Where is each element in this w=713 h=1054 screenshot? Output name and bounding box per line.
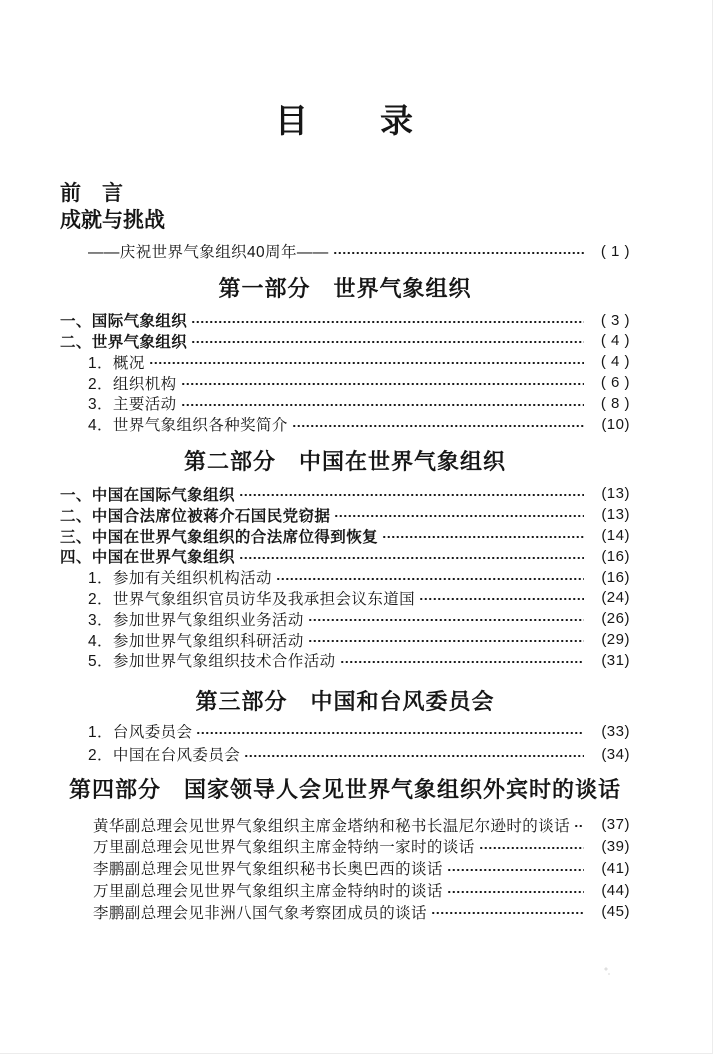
entry-text: 黄华副总理会见世界气象组织主席金塔纳和秘书长温尼尔逊时的谈话 — [93, 817, 571, 835]
dot-leader — [181, 402, 584, 408]
toc-entry — [60, 525, 630, 546]
dot-leader — [292, 423, 584, 429]
entry-text: 万里副总理会见世界气象组织主席金特纳时的谈话 — [93, 883, 443, 901]
entry-text: 3．主要活动 — [88, 396, 177, 414]
part-1-heading: 第一部分 世界气象组织 — [218, 275, 472, 301]
page-number: (16) — [601, 547, 630, 565]
dot-leader — [191, 319, 584, 325]
entry-text: 二、中国合法席位被蒋介石国民党窃据 — [60, 507, 331, 525]
part-3-heading: 第三部分 中国和台风委员会 — [195, 688, 495, 714]
page-number: ( 4 ) — [600, 353, 630, 371]
part-4-heading: 第四部分 国家领导人会见世界气象组织外宾时的谈话 — [68, 776, 621, 802]
dot-leader — [431, 910, 584, 916]
page-number: (33) — [601, 722, 630, 740]
page-number: (31) — [601, 651, 630, 669]
page-number: (37) — [601, 816, 630, 834]
page-number: (24) — [601, 589, 630, 607]
entry-text: ——庆祝世界气象组织40周年—— — [88, 244, 329, 262]
entry-text: 3．参加世界气象组织业务活动 — [88, 611, 304, 629]
toc-entry — [60, 567, 630, 588]
toc-entry — [60, 504, 630, 525]
part-2-entries — [60, 484, 630, 671]
page-title: 目 录 — [275, 102, 415, 139]
part-3-entries — [60, 720, 630, 766]
entry-text: 5．参加世界气象组织技术合作活动 — [88, 653, 336, 671]
dot-leader — [196, 730, 584, 736]
entry-text: 1．台风委员会 — [88, 724, 193, 742]
dot-leader — [447, 867, 584, 873]
page-number: (14) — [601, 527, 630, 545]
dot-leader — [244, 753, 584, 759]
dot-leader — [308, 617, 584, 623]
toc-entry — [60, 720, 630, 743]
dot-leader — [276, 576, 584, 582]
page-number: (16) — [601, 568, 630, 586]
page-number: (10) — [601, 415, 630, 433]
toc-entry — [60, 310, 630, 331]
dot-leader — [149, 360, 584, 366]
entry-text: 4．参加世界气象组织科研活动 — [88, 632, 304, 650]
preface-block — [60, 180, 630, 262]
dot-leader — [308, 638, 584, 644]
toc-entry — [60, 241, 630, 262]
entry-text: 李鹏副总理会见世界气象组织秘书长奥巴西的谈话 — [93, 861, 443, 879]
page-number: (34) — [601, 745, 630, 763]
dot-leader — [333, 250, 584, 256]
entry-text: 2．组织机构 — [88, 375, 177, 393]
page-number: ( 3 ) — [600, 311, 630, 329]
part-2-heading: 第二部分 中国在世界气象组织 — [183, 448, 506, 474]
entry-text: 1．参加有关组织机构活动 — [88, 570, 272, 588]
dot-leader — [334, 513, 584, 519]
toc-entry — [60, 901, 630, 923]
entry-text: 2．世界气象组织官员访华及我承担会议东道国 — [88, 590, 416, 608]
entry-text: 一、中国在国际气象组织 — [60, 486, 235, 504]
dot-leader — [239, 555, 584, 561]
toc-entry — [60, 608, 630, 629]
toc-entry — [60, 393, 630, 414]
toc-entry — [60, 814, 630, 836]
preface-heading: 前 言 — [60, 182, 123, 205]
entry-text: 万里副总理会见世界气象组织主席金特纳一家时的谈话 — [93, 839, 475, 857]
page-number: (44) — [601, 881, 630, 899]
page-number: ( 1 ) — [600, 242, 630, 260]
entry-text: 二、世界气象组织 — [60, 334, 188, 351]
dot-leader — [239, 492, 584, 498]
page-number: (26) — [601, 610, 630, 628]
page-number: (39) — [601, 837, 630, 855]
entry-text: 1．概况 — [88, 354, 145, 372]
toc-entry — [60, 588, 630, 609]
page-number: ( 8 ) — [600, 394, 630, 412]
toc-entry — [60, 351, 630, 372]
toc-entry — [60, 836, 630, 858]
toc-entry — [60, 484, 630, 505]
toc-entry — [60, 629, 630, 650]
achievements-heading: 成就与挑战 — [60, 209, 165, 232]
page-number: ( 4 ) — [600, 332, 630, 350]
dot-leader — [419, 596, 584, 602]
dot-leader — [447, 889, 584, 895]
dot-leader — [382, 534, 584, 540]
entry-text: 李鹏副总理会见非洲八国气象考察团成员的谈话 — [93, 904, 427, 922]
toc-entry — [60, 546, 630, 567]
part-1-entries — [60, 310, 630, 435]
page-number: ( 6 ) — [600, 374, 630, 392]
dot-leader — [181, 381, 584, 387]
toc-entry — [60, 414, 630, 435]
toc-entry — [60, 372, 630, 393]
toc-entry — [60, 743, 630, 766]
dot-leader — [191, 339, 584, 345]
page-number: (13) — [601, 506, 630, 524]
toc-entry — [60, 331, 630, 352]
dot-leader — [340, 659, 584, 665]
page-number: (13) — [601, 485, 630, 503]
page-number: (41) — [601, 859, 630, 877]
dot-leader — [574, 823, 584, 829]
scan-artifact — [604, 967, 611, 976]
entry-text: 三、中国在世界气象组织的合法席位得到恢复 — [60, 528, 379, 546]
page-content — [60, 0, 630, 923]
entry-text: 一、国际气象组织 — [60, 313, 188, 331]
entry-text: 四、中国在世界气象组织 — [60, 549, 235, 567]
entry-text: 4．世界气象组织各种奖简介 — [88, 417, 288, 435]
toc-entry — [60, 879, 630, 901]
page-number: (45) — [601, 903, 630, 921]
toc-entry — [60, 857, 630, 879]
toc-entry — [60, 650, 630, 671]
page-number: (29) — [601, 631, 630, 649]
part-4-entries — [60, 814, 630, 923]
dot-leader — [479, 845, 584, 851]
entry-text: 2．中国在台风委员会 — [88, 747, 241, 765]
